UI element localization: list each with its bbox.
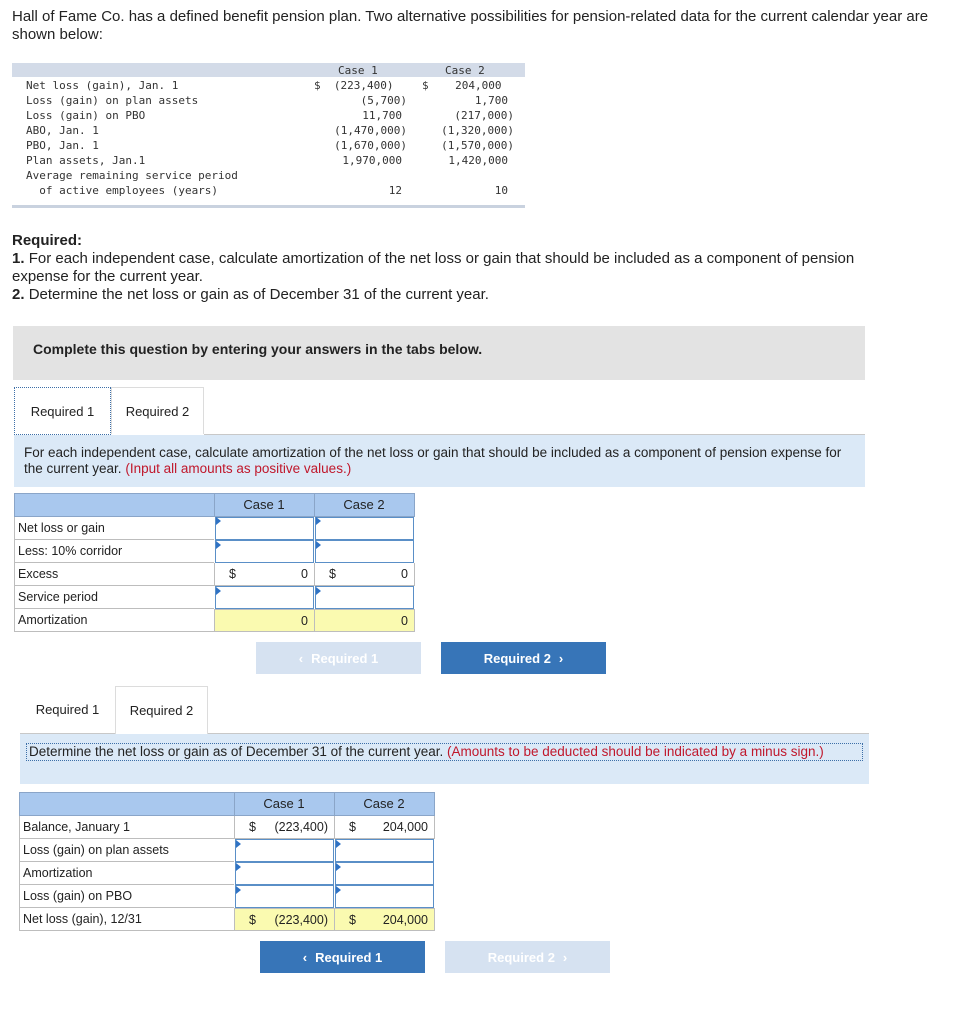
- part2-plan-assets-case1-input[interactable]: [235, 839, 334, 862]
- dollar-sign: $: [249, 913, 256, 927]
- data-row-c2: $ 204,000: [422, 79, 502, 92]
- required-item-2-num: 2.: [12, 286, 25, 303]
- value: 0: [301, 614, 308, 628]
- part1-col1-header: Case 1: [243, 497, 285, 512]
- part2-amortization-case1-input[interactable]: [235, 862, 334, 885]
- data-row-c1: (1,670,000): [334, 139, 407, 152]
- row-label: Less: 10% corridor: [18, 544, 123, 558]
- part2-balance-case1: [234, 816, 335, 839]
- part1-service-case1-input[interactable]: [215, 586, 314, 609]
- tab-required-1[interactable]: Required 1: [35, 702, 100, 717]
- part2-plan-assets-case2-input[interactable]: [335, 839, 434, 862]
- data-row-c1: 12: [388, 184, 402, 197]
- table-row: [19, 908, 234, 931]
- part2-instruction-focus: [26, 743, 863, 761]
- table-row: [14, 540, 214, 563]
- required-item-2: [12, 286, 912, 304]
- part1-next-button[interactable]: [441, 642, 606, 674]
- part1-excess-case2: [314, 563, 415, 586]
- chevron-right-icon: ›: [562, 949, 568, 965]
- prev-button-label: Required 1: [315, 949, 383, 965]
- value: 0: [401, 614, 408, 628]
- part2-instruction-text: Determine the net loss or gain as of December 31 of the current year.: [29, 744, 444, 759]
- required-item-1: [12, 250, 912, 286]
- intro-text: Hall of Fame Co. has a defined benefit pension plan. Two alternative possibilities for pension-related data for the current calendar year are shown below:: [12, 8, 929, 43]
- required-item-2-text: Determine the net loss or gain as of December 31 of the current year.: [28, 286, 489, 303]
- value: (223,400): [274, 820, 328, 834]
- data-row-c2: 10: [494, 184, 508, 197]
- value: 204,000: [382, 820, 428, 834]
- value: 0: [401, 567, 408, 581]
- part2-table: [19, 792, 435, 932]
- part2-balance-case2: [334, 816, 435, 839]
- row-label: Excess: [18, 567, 59, 581]
- data-row-label: of active employees (years): [26, 184, 219, 197]
- part2-instruction-note: (Amounts to be deducted should be indicated by a minus sign.): [446, 744, 824, 759]
- value: (223,400): [274, 913, 328, 927]
- next-button-label: Required 2: [483, 650, 551, 666]
- data-row-c2: 1,420,000: [448, 154, 508, 167]
- table-row: [19, 862, 234, 885]
- part1-service-case2-input[interactable]: [315, 586, 414, 609]
- data-col2-header: Case 2: [445, 64, 485, 77]
- data-row-c1: $ (223,400): [314, 79, 394, 92]
- table-row: [19, 839, 234, 862]
- part1-amortization-case2: [314, 609, 415, 632]
- tab-required-1[interactable]: Required 1: [14, 387, 111, 435]
- table-row: [14, 517, 214, 540]
- row-label: Amortization: [18, 613, 88, 627]
- part2-pbo-case1-input[interactable]: [235, 885, 334, 908]
- data-row-label: Average remaining service period: [26, 169, 238, 182]
- tab-required-2[interactable]: Required 2: [111, 387, 204, 434]
- table-row: [14, 563, 214, 586]
- part1-prev-button[interactable]: [256, 642, 421, 674]
- part2-col1-header: Case 1: [263, 796, 305, 811]
- part2-net-loss-case2: [334, 908, 435, 931]
- dollar-sign: $: [329, 567, 336, 581]
- data-row-c2: (217,000): [454, 109, 514, 122]
- table-row: [19, 816, 234, 839]
- part1-instruction-note: (Input all amounts as positive values.): [125, 461, 352, 476]
- part1-corridor-case2-input[interactable]: [315, 540, 414, 563]
- row-label: Service period: [18, 590, 98, 604]
- row-label: Net loss or gain: [18, 521, 105, 535]
- part1-table: [14, 493, 415, 633]
- part1-col2-header: Case 2: [343, 497, 385, 512]
- part2-instruction: [20, 734, 869, 784]
- required-item-1-text: For each independent case, calculate amortization of the net loss or gain that should be included as a component of pension expense for the current year.: [12, 250, 855, 285]
- part1-net-loss-case1-input[interactable]: [215, 517, 314, 540]
- part1-amortization-case1: [214, 609, 315, 632]
- part2-next-button[interactable]: [445, 941, 610, 973]
- data-row-c2: 1,700: [474, 94, 508, 107]
- data-row-label: Net loss (gain), Jan. 1: [26, 79, 179, 92]
- data-row-c2: (1,320,000): [441, 124, 514, 137]
- row-label: Amortization: [23, 866, 93, 880]
- part2-amortization-case2-input[interactable]: [335, 862, 434, 885]
- part1-corridor-case1-input[interactable]: [215, 540, 314, 563]
- row-label: Loss (gain) on plan assets: [23, 843, 169, 857]
- row-label: Loss (gain) on PBO: [23, 889, 133, 903]
- data-row-label: ABO, Jan. 1: [26, 124, 99, 137]
- required-title: Required:: [12, 232, 83, 249]
- complete-question-text: Complete this question by entering your answers in the tabs below.: [33, 341, 483, 357]
- data-row-c1: 1,970,000: [342, 154, 402, 167]
- data-row-c2: (1,570,000): [441, 139, 514, 152]
- data-row-label: Plan assets, Jan.1: [26, 154, 146, 167]
- data-row-c1: (5,700): [360, 94, 407, 107]
- part2-col2-header: Case 2: [363, 796, 405, 811]
- part2-net-loss-case1: [234, 908, 335, 931]
- required-item-1-num: 1.: [12, 250, 25, 267]
- complete-question-bar: [13, 326, 865, 380]
- pension-data-table: [12, 63, 525, 209]
- part1-net-loss-case2-input[interactable]: [315, 517, 414, 540]
- data-row-label: PBO, Jan. 1: [26, 139, 99, 152]
- part1-instruction-text: For each independent case, calculate amortization of the net loss or gain that should be included as a component of pension expense for the current year.: [24, 445, 842, 476]
- part1-excess-case1: [214, 563, 315, 586]
- chevron-left-icon: ‹: [298, 650, 304, 666]
- row-label: Balance, January 1: [23, 820, 131, 834]
- data-row-label: Loss (gain) on PBO: [26, 109, 146, 122]
- dollar-sign: $: [229, 567, 236, 581]
- part2-pbo-case2-input[interactable]: [335, 885, 434, 908]
- table-row: [14, 609, 214, 632]
- data-col1-header: Case 1: [338, 64, 378, 77]
- dollar-sign: $: [349, 820, 356, 834]
- value: 204,000: [382, 913, 428, 927]
- part2-prev-button[interactable]: [260, 941, 425, 973]
- value: 0: [301, 567, 308, 581]
- row-label: Net loss (gain), 12/31: [23, 912, 142, 926]
- data-row-c1: (1,470,000): [334, 124, 407, 137]
- data-row-label: Loss (gain) on plan assets: [26, 94, 199, 107]
- dollar-sign: $: [349, 913, 356, 927]
- table-row: [19, 885, 234, 908]
- prev-button-label: Required 1: [311, 650, 379, 666]
- data-table-footer-band: [12, 205, 525, 208]
- data-row-c1: 11,700: [362, 109, 402, 122]
- chevron-right-icon: ›: [558, 650, 564, 666]
- part1-instruction: [14, 435, 865, 487]
- next-button-label: Required 2: [487, 949, 555, 965]
- dollar-sign: $: [249, 820, 256, 834]
- chevron-left-icon: ‹: [302, 949, 308, 965]
- table-row: [14, 586, 214, 609]
- tab-required-2[interactable]: Required 2: [115, 686, 208, 734]
